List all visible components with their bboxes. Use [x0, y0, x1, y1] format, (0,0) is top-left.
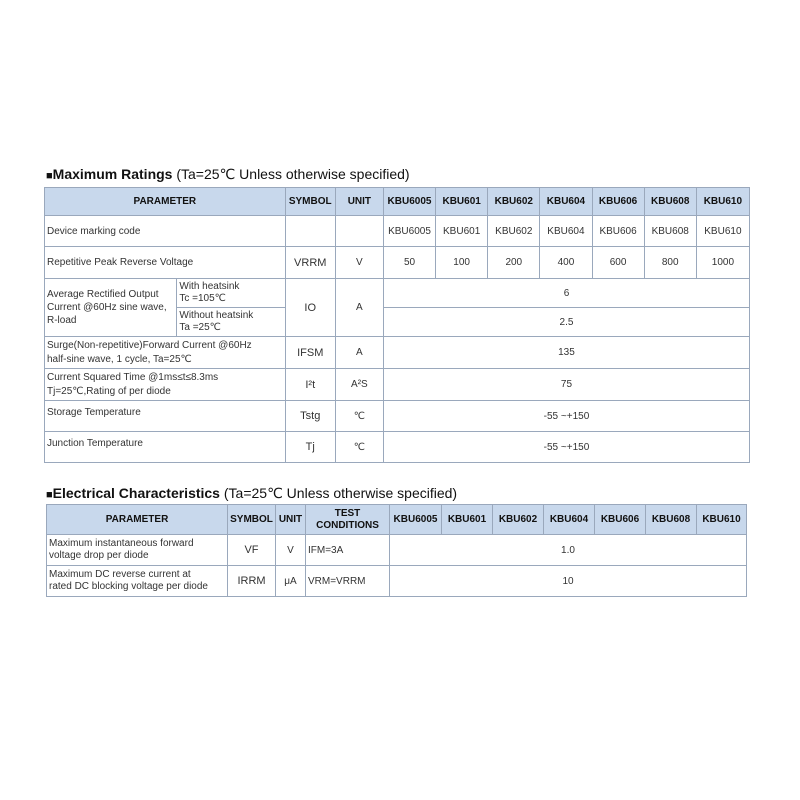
- header-row: [47, 505, 747, 535]
- tstg-param: Storage Temperature: [45, 401, 286, 432]
- io-cond1-line1: With heatsink: [179, 281, 240, 292]
- vf-param-line2: voltage drop per diode: [49, 550, 149, 561]
- vrrm-kbu6005: 50: [383, 247, 435, 279]
- io-cond2-line1: Without heatsink: [179, 310, 254, 321]
- tj-symbol: Tj: [285, 432, 335, 463]
- header-kbu604: KBU604: [544, 505, 595, 535]
- vrrm-symbol: VRRM: [285, 247, 335, 279]
- header-symbol: SYMBOL: [228, 505, 276, 535]
- i2t-unit: A²S: [335, 369, 383, 401]
- ifsm-value: 135: [383, 337, 749, 369]
- i2t-symbol: I²t: [285, 369, 335, 401]
- header-kbu610: KBU610: [696, 188, 749, 216]
- header-kbu601: KBU601: [436, 188, 488, 216]
- irrm-param-line1: Maximum DC reverse current at: [49, 569, 191, 580]
- header-unit: UNIT: [276, 505, 306, 535]
- vf-symbol: VF: [228, 535, 276, 566]
- marking-symbol: [285, 216, 335, 247]
- marking-unit: [335, 216, 383, 247]
- vrrm-kbu606: 600: [592, 247, 644, 279]
- table-row: [45, 369, 750, 401]
- tstg-symbol: Tstg: [285, 401, 335, 432]
- irrm-symbol: IRRM: [228, 566, 276, 597]
- io-param: [45, 279, 177, 337]
- table-row: [47, 535, 747, 566]
- max-ratings-heading: [46, 166, 410, 183]
- vrrm-kbu610: 1000: [696, 247, 749, 279]
- header-conditions: CONDITIONS: [316, 519, 379, 531]
- tj-unit: ℃: [335, 432, 383, 463]
- ifsm-symbol: IFSM: [285, 337, 335, 369]
- header-parameter: PARAMETER: [45, 188, 286, 216]
- ifsm-unit: A: [335, 337, 383, 369]
- elec-table: [46, 504, 747, 597]
- header-symbol: SYMBOL: [285, 188, 335, 216]
- vrrm-param: Repetitive Peak Reverse Voltage: [45, 247, 286, 279]
- table-row: [45, 432, 750, 463]
- header-kbu604: KBU604: [540, 188, 592, 216]
- header-row: [45, 188, 750, 216]
- ifsm-param: [45, 337, 286, 369]
- vrrm-kbu601: 100: [436, 247, 488, 279]
- io-cond1-line2: Tc =105℃: [179, 293, 226, 304]
- vrrm-unit: V: [335, 247, 383, 279]
- marking-kbu6005: KBU6005: [383, 216, 435, 247]
- io-param-line1: Average Rectified Output: [47, 289, 159, 300]
- irrm-unit: μA: [276, 566, 306, 597]
- header-kbu601: KBU601: [442, 505, 493, 535]
- vf-value: 1.0: [390, 535, 747, 566]
- elec-condition: (Ta=25℃ Unless otherwise specified): [223, 485, 458, 501]
- irrm-param-line2: rated DC blocking voltage per diode: [49, 581, 208, 592]
- header-kbu606: KBU606: [595, 505, 646, 535]
- bullet-square: ■: [46, 489, 53, 501]
- header-kbu6005: KBU6005: [383, 188, 435, 216]
- io-param-line3: R-load: [47, 315, 77, 326]
- table-row: [45, 216, 750, 247]
- i2t-param-line1: Current Squared Time @1ms≤t≤8.3ms: [47, 371, 219, 383]
- vf-unit: V: [276, 535, 306, 566]
- io-cond-heatsink: [177, 279, 285, 308]
- vf-param-line1: Maximum instantaneous forward: [49, 538, 194, 549]
- io-symbol: IO: [285, 279, 335, 337]
- table-row: [45, 279, 750, 308]
- i2t-param-line2: Tj=25℃,Rating of per diode: [47, 385, 171, 397]
- table-row: [47, 566, 747, 597]
- tj-value: -55 ~+150: [383, 432, 749, 463]
- vrrm-kbu604: 400: [540, 247, 592, 279]
- marking-kbu601: KBU601: [436, 216, 488, 247]
- vrrm-kbu602: 200: [488, 247, 540, 279]
- ifsm-param-line2: half-sine wave, 1 cycle, Ta=25℃: [47, 353, 192, 365]
- marking-kbu606: KBU606: [592, 216, 644, 247]
- io-value-heatsink: 6: [383, 279, 749, 308]
- table-row: [45, 247, 750, 279]
- tj-param: Junction Temperature: [45, 432, 286, 463]
- bullet-square: ■: [46, 170, 53, 182]
- elec-title: Electrical Characteristics: [52, 485, 220, 501]
- header-kbu6005: KBU6005: [390, 505, 442, 535]
- header-parameter: PARAMETER: [47, 505, 228, 535]
- max-ratings-condition: (Ta=25℃ Unless otherwise specified): [176, 166, 410, 182]
- i2t-value: 75: [383, 369, 749, 401]
- io-param-line2: Current @60Hz sine wave,: [47, 302, 167, 313]
- header-test: TEST: [334, 507, 361, 519]
- io-value-no-heatsink: 2.5: [383, 308, 749, 337]
- io-cond-no-heatsink: [177, 308, 285, 337]
- io-cond2-line2: Ta =25℃: [179, 322, 221, 333]
- header-kbu608: KBU608: [646, 505, 697, 535]
- elec-heading: [46, 485, 457, 502]
- table-row: [45, 337, 750, 369]
- marking-kbu610: KBU610: [696, 216, 749, 247]
- table-row: [45, 401, 750, 432]
- header-kbu602: KBU602: [493, 505, 544, 535]
- marking-kbu604: KBU604: [540, 216, 592, 247]
- irrm-value: 10: [390, 566, 747, 597]
- vf-param: [47, 535, 228, 566]
- header-kbu610: KBU610: [697, 505, 747, 535]
- io-unit: A: [335, 279, 383, 337]
- header-test-conditions: [306, 505, 390, 535]
- ifsm-param-line1: Surge(Non-repetitive)Forward Current @60Hz: [47, 339, 252, 351]
- tstg-unit: ℃: [335, 401, 383, 432]
- irrm-test: VRM=VRRM: [306, 566, 390, 597]
- header-kbu602: KBU602: [488, 188, 540, 216]
- tstg-value: -55 ~+150: [383, 401, 749, 432]
- header-kbu606: KBU606: [592, 188, 644, 216]
- i2t-param: [45, 369, 286, 401]
- vf-test: IFM=3A: [306, 535, 390, 566]
- marking-kbu608: KBU608: [644, 216, 696, 247]
- header-kbu608: KBU608: [644, 188, 696, 216]
- max-ratings-table: [44, 187, 750, 463]
- max-ratings-title: Maximum Ratings: [52, 166, 173, 182]
- marking-kbu602: KBU602: [488, 216, 540, 247]
- vrrm-kbu608: 800: [644, 247, 696, 279]
- marking-param: Device marking code: [45, 216, 286, 247]
- header-unit: UNIT: [335, 188, 383, 216]
- irrm-param: [47, 566, 228, 597]
